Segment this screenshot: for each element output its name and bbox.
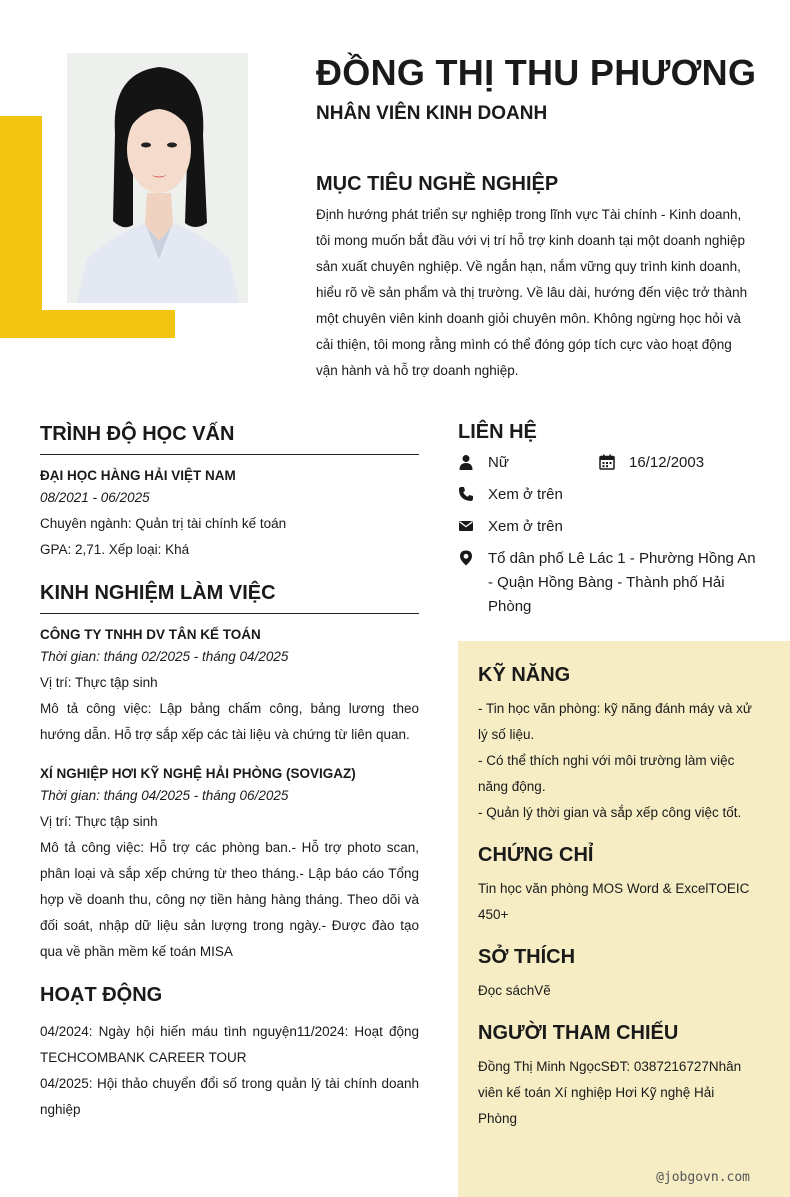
side-panel [458,641,790,1197]
envelope-icon [458,518,474,534]
activity-item: 04/2024: Ngày hội hiến máu tình nguyện11/2024: Hoạt động TECHCOMBANK CAREER TOUR [40,1024,419,1065]
activities-list [40,1019,419,1123]
skills-heading: KỸ NĂNG [478,664,571,686]
experience-position: Vị trí: Thực tập sinh [40,675,158,690]
activities-heading: HOẠT ĐỘNG [40,984,163,1006]
skill-item: - Có thể thích nghi với môi trường làm việc năng động. [478,753,735,794]
contact-heading: LIÊN HỆ [458,421,537,443]
contact-address-row [458,547,758,619]
education-period: 08/2021 - 06/2025 [40,490,150,505]
skill-item: - Quản lý thời gian và sắp xếp công việc tốt. [478,805,742,820]
brand-watermark: @jobgovn.com [656,1170,750,1185]
candidate-title: NHÂN VIÊN KINH DOANH [316,103,548,124]
calendar-icon [599,454,615,470]
references-text: Đồng Thị Minh NgọcSĐT: 0387216727Nhân viên kế toán Xí nghiệp Hơi Kỹ nghệ Hải Phòng [478,1059,742,1126]
contact-email[interactable]: Xem ở trên [488,518,563,535]
contact-birthday: 16/12/2003 [629,454,705,471]
education-gpa: GPA: 2,71. Xếp loại: Khá [40,542,190,557]
experience-heading: KINH NGHIỆM LÀM VIỆC [40,582,276,604]
accent-bar-vertical [0,116,42,338]
education-major: Chuyên ngành: Quản trị tài chính kế toán [40,516,287,531]
portrait-illustration [67,53,248,303]
phone-icon [458,486,474,502]
objective-text: Định hướng phát triển sự nghiệp trong lĩnh vực Tài chính - Kinh doanh, tôi mong muốn bắt đầu với vị trí hỗ trợ kinh doanh tại một doanh nghiệp sản xuất chuyên nghiệp. Về ngắn hạn, nắm vững quy trình kinh doanh, hiểu rõ về sản phẩm và thị trường. Về lâu dài, hướng đến việc trở thành một chuyên viên kinh doanh giỏi chuyên môn. Không ngừng học hỏi và cải thiện, tôi mong rằng mình có thể đóng góp tích cực vào hoạt động vận hành và hỗ trợ doanh nghiệp. [316,207,748,378]
experience-item [40,625,419,748]
certificates-heading: CHỨNG CHỈ [478,844,594,866]
experience-description: Mô tả công việc: Lập bảng chấm công, bảng lương theo hướng dẫn. Hỗ trợ sắp xếp các tài liệu và chứng từ liên quan. [40,701,419,742]
contact-birthday-row [599,451,704,475]
contact-gender: Nữ [488,454,509,471]
contact-phone-row [458,483,563,507]
education-divider [40,454,419,455]
certificates-text: Tin học văn phòng MOS Word & ExcelTOEIC 450+ [478,881,750,922]
skill-item: - Tin học văn phòng: kỹ năng đánh máy và xử lý số liệu. [478,701,752,742]
experience-period: Thời gian: tháng 02/2025 - tháng 04/2025 [40,649,289,664]
skills-list [478,696,753,826]
hobbies-text: Đọc sáchVẽ [478,983,551,998]
accent-bar-horizontal [0,310,175,338]
experience-item [40,764,419,965]
references-heading: NGƯỜI THAM CHIẾU [478,1022,679,1044]
contact-gender-row [458,451,509,475]
experience-description: Mô tả công việc: Hỗ trợ các phòng ban.- Hỗ trợ photo scan, phân loại và sắp xếp chứng từ theo tháng.- Lập báo cáo Tổng hợp về doanh thu, công nợ tiền hàng hàng tháng. Theo dõi và đối soát, nhập dữ liệu sản lượng trong ngày.- Được đào tạo qua về phần mềm kế toán MISA [40,840,419,959]
location-pin-icon [458,550,474,566]
company-name: XÍ NGHIỆP HƠI KỸ NGHỆ HẢI PHÒNG (SOVIGAZ) [40,766,356,781]
objective-heading: MỤC TIÊU NGHỀ NGHIỆP [316,173,559,195]
education-block [40,466,419,563]
school-name: ĐẠI HỌC HÀNG HẢI VIỆT NAM [40,468,236,483]
contact-email-row [458,515,563,539]
hobbies-heading: SỞ THÍCH [478,946,576,968]
company-name: CÔNG TY TNHH DV TÂN KẾ TOÁN [40,627,261,642]
experience-position: Vị trí: Thực tập sinh [40,814,158,829]
person-icon [458,454,474,470]
activity-item: 04/2025: Hội thảo chuyển đổi số trong quản lý tài chính doanh nghiệp [40,1076,419,1117]
education-heading: TRÌNH ĐỘ HỌC VẤN [40,423,235,445]
candidate-name: ĐỒNG THỊ THU PHƯƠNG [316,52,757,93]
experience-divider [40,613,419,614]
experience-period: Thời gian: tháng 04/2025 - tháng 06/2025 [40,788,289,803]
contact-address: Tổ dân phố Lê Lác 1 - Phường Hồng An - Quận Hồng Bàng - Thành phố Hải Phòng [488,550,756,615]
contact-phone[interactable]: Xem ở trên [488,486,563,503]
profile-photo [67,53,248,303]
